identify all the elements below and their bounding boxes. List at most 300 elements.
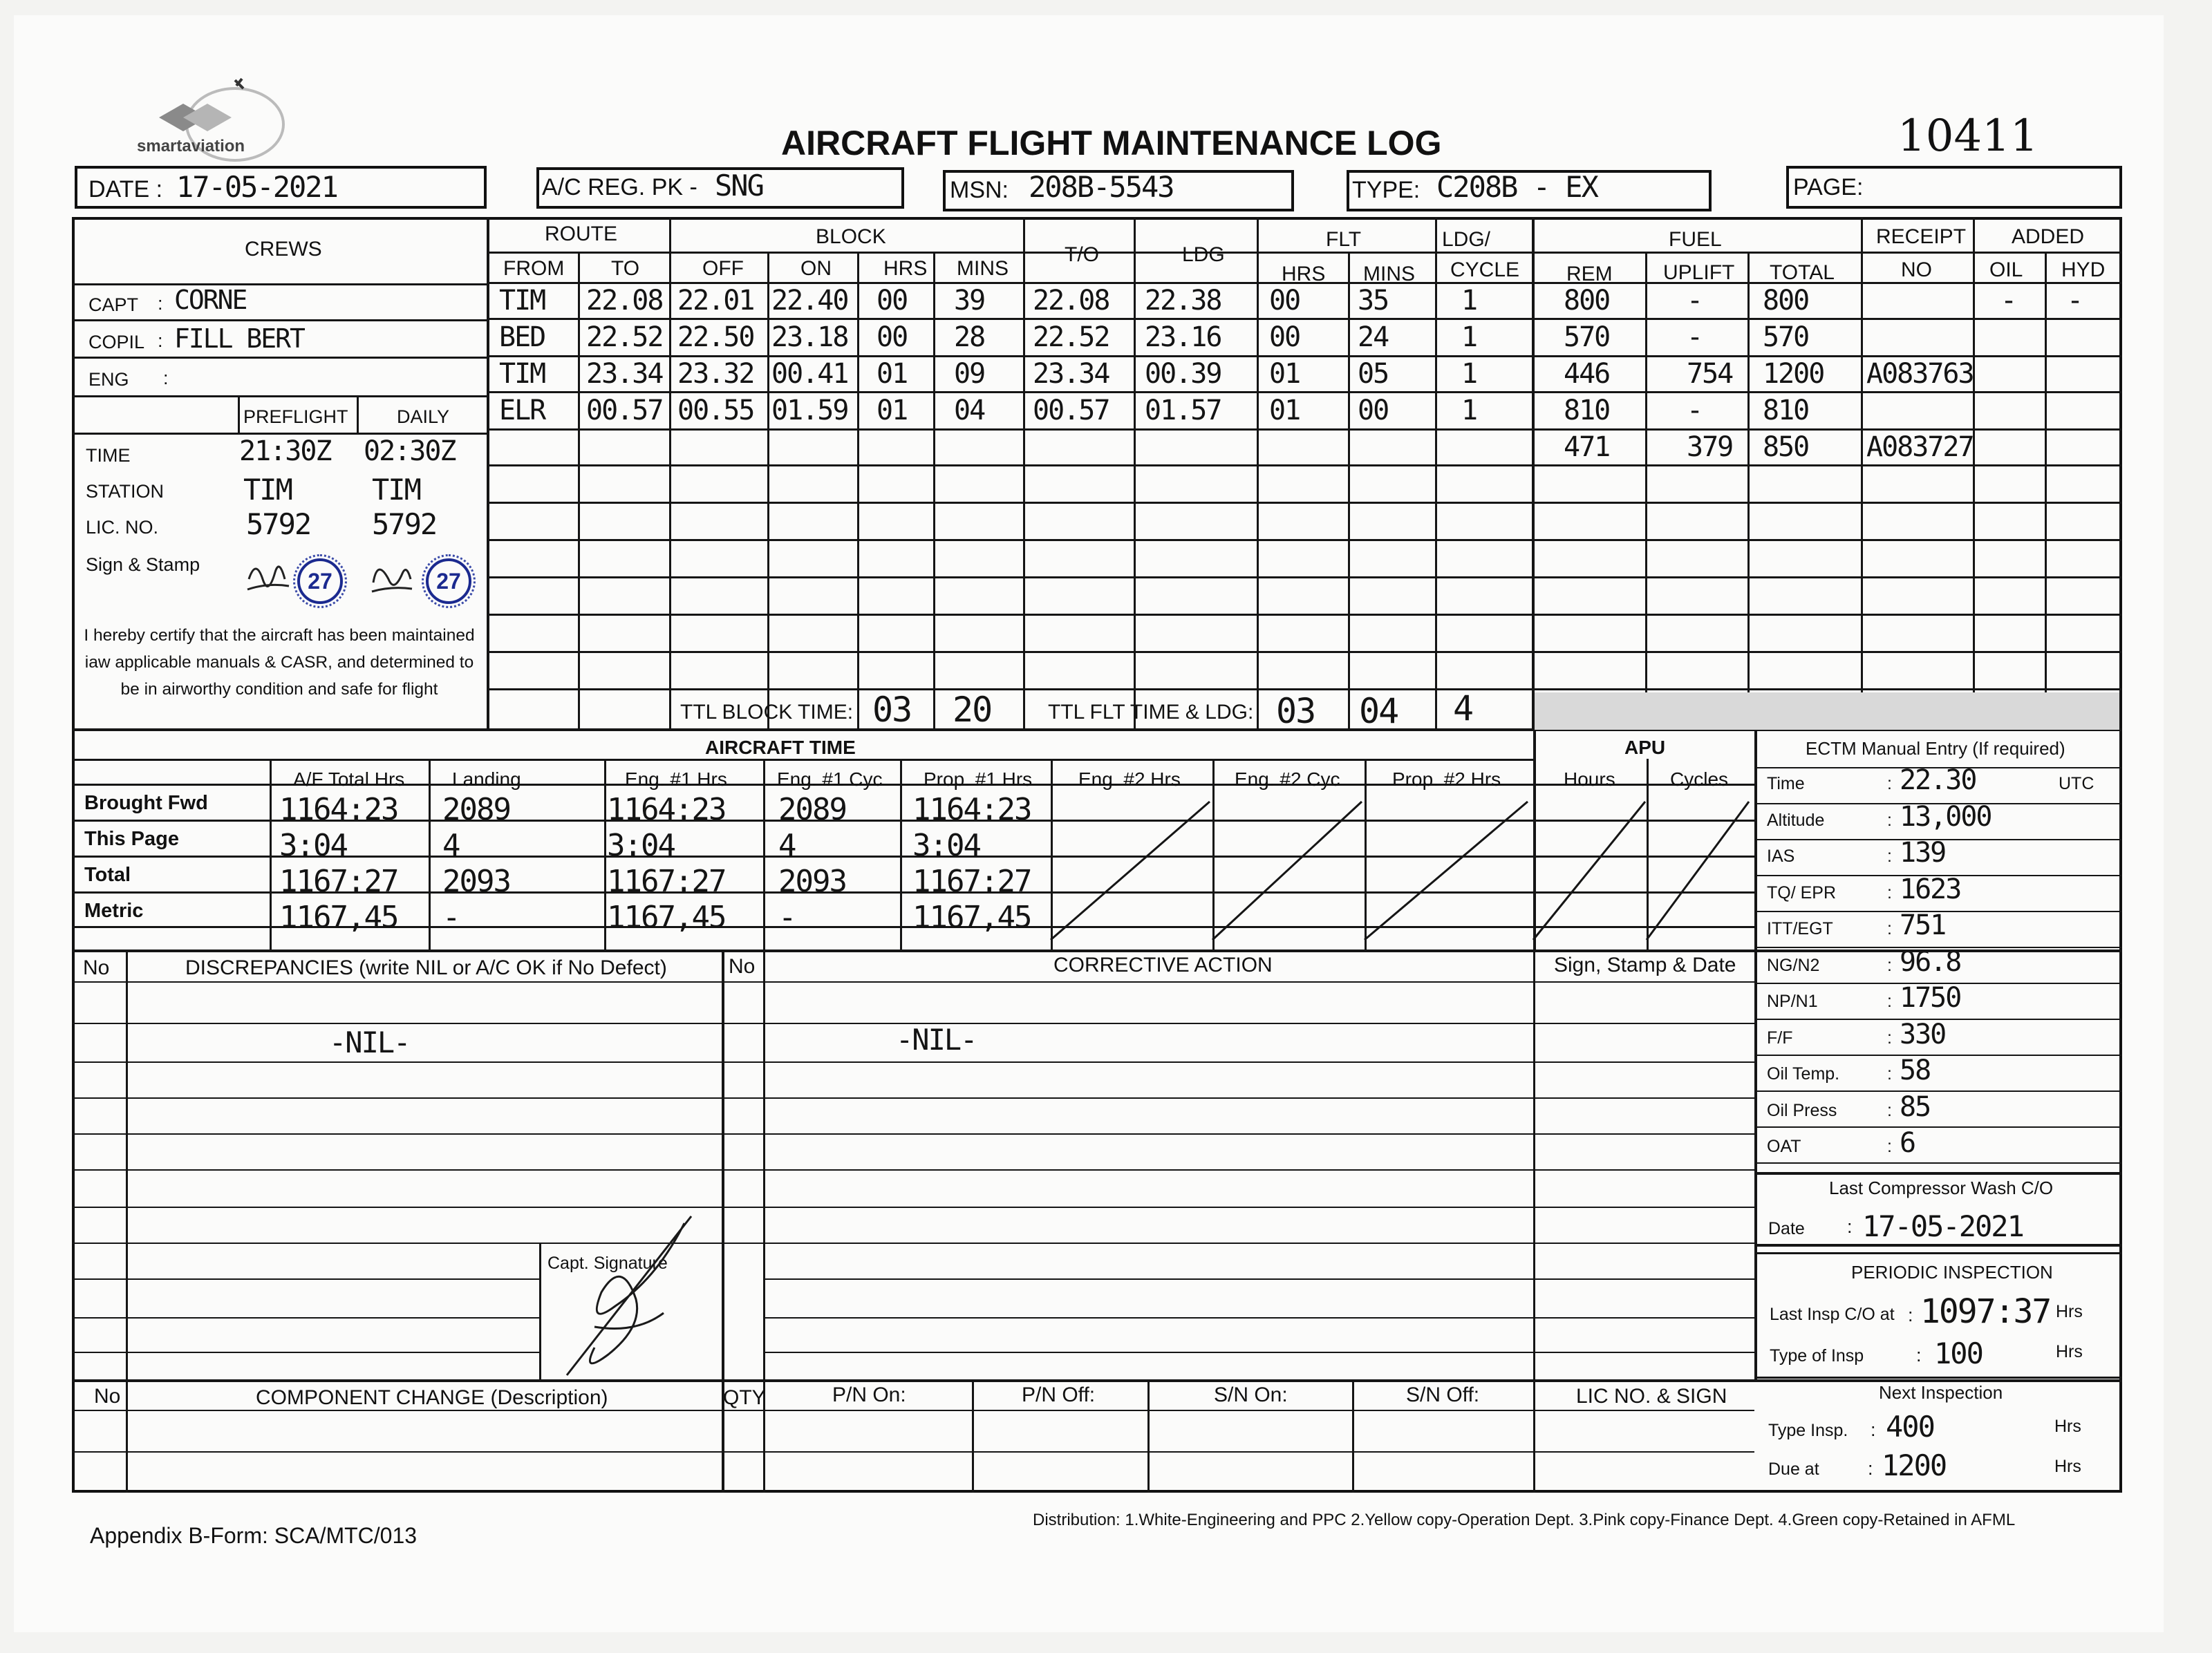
grid-line xyxy=(1533,950,1535,1379)
page-label: PAGE: xyxy=(1793,174,1864,200)
at-eng1-hrs: 1167,45 xyxy=(607,900,726,935)
grid-line xyxy=(1754,1162,2122,1164)
cell-fuel-uplift: - xyxy=(1687,321,1703,353)
cell-fuel-uplift: 754 xyxy=(1687,358,1733,390)
at-landing: 4 xyxy=(442,828,460,863)
cell-fuel-rem: 800 xyxy=(1564,285,1610,317)
grid-line xyxy=(238,395,240,433)
last-insp-value: 1097:37 xyxy=(1920,1292,2051,1331)
hyd-header: HYD xyxy=(2061,258,2106,281)
ectm-value: 22.30 xyxy=(1900,764,1976,796)
daily-header: DAILY xyxy=(397,406,450,427)
flt-hrs-header: HRS xyxy=(1282,263,1326,285)
cell-cycle: 1 xyxy=(1461,321,1477,353)
ectm-value: 6 xyxy=(1900,1127,1915,1159)
grid-line xyxy=(857,252,859,728)
grid-line xyxy=(357,395,359,433)
grid-line xyxy=(900,759,902,950)
serial-number: 10411 xyxy=(1897,111,2038,162)
comp-qty: QTY xyxy=(723,1386,766,1409)
cell-block-off: 00.55 xyxy=(677,395,754,426)
ectm-colon: : xyxy=(1887,919,1892,938)
cell-receipt: A083763 xyxy=(1866,358,1974,390)
at-col-header: Eng. #1 Cyc xyxy=(777,768,883,790)
due-value: 1200 xyxy=(1882,1448,1947,1482)
at-landing: 2093 xyxy=(442,864,510,899)
grid-line xyxy=(487,502,2122,504)
wash-date-colon: : xyxy=(1847,1216,1853,1237)
ectm-colon: : xyxy=(1887,1064,1892,1084)
ttl-block-hrs: 03 xyxy=(872,690,912,730)
ttl-ldg: 4 xyxy=(1453,688,1473,728)
cell-from: BED xyxy=(499,321,545,353)
ectm-label: Oil Press xyxy=(1767,1100,1837,1120)
cell-landing: 23.16 xyxy=(1145,321,1221,353)
ectm-label: F/F xyxy=(1767,1028,1793,1048)
at-col-header: Cycles xyxy=(1670,768,1729,790)
cell-from: TIM xyxy=(499,358,545,390)
grid-line xyxy=(763,1278,1754,1280)
reg-value: SNG xyxy=(715,169,763,202)
grid-line xyxy=(1352,1379,1354,1493)
last-insp-unit: Hrs xyxy=(2056,1302,2083,1321)
grid-line xyxy=(604,759,606,950)
at-col-header: Eng. #2 Cyc xyxy=(1235,768,1340,790)
grid-line xyxy=(72,395,487,397)
reg-label: A/C REG. PK - xyxy=(542,174,697,200)
grid-line xyxy=(72,319,487,321)
next-type-unit: Hrs xyxy=(2054,1417,2081,1436)
grid-line xyxy=(1348,252,1350,728)
grid-line xyxy=(1754,1252,2122,1254)
fuel-header: FUEL xyxy=(1669,228,1722,251)
grid-line xyxy=(578,252,580,728)
ectm-label: OAT xyxy=(1767,1137,1801,1156)
cell-hyd: - xyxy=(2067,285,2083,317)
from-header: FROM xyxy=(503,257,565,280)
wash-date-label: Date xyxy=(1768,1219,1805,1238)
cell-block-on: 23.18 xyxy=(771,321,848,353)
ttl-block-mins: 20 xyxy=(953,690,992,730)
at-af-total: 3:04 xyxy=(279,828,347,863)
cell-from: ELR xyxy=(499,395,545,426)
date-value: 17-05-2021 xyxy=(176,170,337,204)
time-preflight: 21:30Z xyxy=(239,435,331,467)
receipt-header-1: RECEIPT xyxy=(1876,225,1967,248)
grid-line xyxy=(1754,728,1757,1379)
at-landing: - xyxy=(442,900,460,935)
type-insp-label: Type of Insp xyxy=(1770,1346,1864,1366)
corr-title: CORRECTIVE ACTION xyxy=(1053,954,1273,976)
cell-fuel-total: 800 xyxy=(1763,285,1809,317)
grid-line xyxy=(487,355,2122,357)
grid-line xyxy=(2045,252,2047,692)
to-header: TO xyxy=(611,257,640,280)
ectm-colon: : xyxy=(1887,774,1892,793)
cell-fuel-rem: 446 xyxy=(1564,358,1610,390)
cell-flt-hrs: 01 xyxy=(1269,358,1300,390)
grid-line xyxy=(72,981,1754,983)
daily-stamp: 27 xyxy=(426,558,471,604)
crews-header: CREWS xyxy=(245,238,322,261)
grid-line xyxy=(72,433,487,435)
at-col-header: Eng. #2 Hrs xyxy=(1078,768,1181,790)
grid-line xyxy=(1134,217,1136,728)
grid-line xyxy=(126,950,128,1379)
last-insp-colon: : xyxy=(1908,1305,1913,1325)
comp-title: COMPONENT CHANGE (Description) xyxy=(256,1386,608,1409)
cell-to: 22.08 xyxy=(586,285,663,317)
msn-label: MSN: xyxy=(950,177,1009,203)
grid-line xyxy=(126,1379,128,1493)
grid-line xyxy=(1754,1055,2122,1056)
cell-takeoff: 22.08 xyxy=(1033,285,1109,317)
at-row-label: This Page xyxy=(84,828,179,850)
grid-line xyxy=(487,464,2122,466)
at-eng1-cyc: - xyxy=(778,900,796,935)
preflight-signature xyxy=(242,551,297,600)
next-type-label: Type Insp. xyxy=(1768,1421,1848,1440)
total-header: TOTAL xyxy=(1770,261,1835,284)
ectm-colon: : xyxy=(1887,1028,1892,1048)
ttl-flt-label: TTL FLT TIME & LDG: xyxy=(1048,701,1254,724)
capt-signature-label: Capt. Signature xyxy=(547,1254,668,1273)
grid-line xyxy=(487,539,2122,541)
cell-to: 22.52 xyxy=(586,321,663,353)
grid-line xyxy=(72,1317,539,1319)
cell-cycle: 1 xyxy=(1461,358,1477,390)
due-unit: Hrs xyxy=(2054,1457,2081,1476)
at-eng1-hrs: 1167:27 xyxy=(607,864,726,899)
at-row-label: Metric xyxy=(84,900,144,922)
grid-line xyxy=(1212,759,1215,950)
ttl-flt-hrs: 03 xyxy=(1276,691,1315,731)
at-eng1-cyc: 4 xyxy=(778,828,796,863)
grid-line xyxy=(1861,217,1863,692)
next-type-value: 400 xyxy=(1886,1410,1934,1444)
grid-line xyxy=(1435,217,1437,728)
cell-fuel-uplift: - xyxy=(1687,285,1703,317)
cell-oil: - xyxy=(2000,285,2016,317)
grid-line xyxy=(1365,759,1367,950)
lic-preflight: 5792 xyxy=(246,507,311,541)
grid-line xyxy=(72,1207,1754,1208)
ectm-value: 13,000 xyxy=(1900,800,1991,833)
ectm-label: NP/N1 xyxy=(1767,992,1818,1011)
cell-block-mins: 39 xyxy=(954,285,985,317)
cell-to: 23.34 xyxy=(586,358,663,390)
ectm-value: 96.8 xyxy=(1900,945,1961,978)
grid-line xyxy=(669,217,671,252)
ectm-title: ECTM Manual Entry (If required) xyxy=(1806,738,2065,759)
cell-fuel-total: 810 xyxy=(1763,395,1809,426)
ectm-label: Oil Temp. xyxy=(1767,1064,1840,1084)
ectm-value: 139 xyxy=(1900,837,1946,869)
grid-line xyxy=(1645,252,1647,692)
wash-title: Last Compressor Wash C/O xyxy=(1829,1178,2054,1198)
grid-line xyxy=(1647,759,1649,950)
cell-fuel-rem: 810 xyxy=(1564,395,1610,426)
cell-receipt: A083727 xyxy=(1866,431,1974,463)
grid-line xyxy=(1533,728,1536,950)
cell-takeoff: 22.52 xyxy=(1033,321,1109,353)
cell-block-mins: 04 xyxy=(954,395,985,426)
copil-label: COPIL xyxy=(88,332,145,352)
grid-line xyxy=(763,759,765,950)
at-col-header: Landing xyxy=(452,768,521,790)
grid-line xyxy=(1023,217,1025,728)
grid-line xyxy=(429,759,431,950)
rem-header: REM xyxy=(1566,263,1613,285)
ectm-colon: : xyxy=(1887,1137,1892,1156)
cell-fuel-uplift: 379 xyxy=(1687,431,1733,463)
at-col-header: Prop. #1 Hrs xyxy=(924,768,1033,790)
at-prop1-hrs: 1164:23 xyxy=(912,792,1031,827)
time-label: TIME xyxy=(86,445,131,466)
grid-line xyxy=(763,1352,1754,1353)
cell-block-mins: 28 xyxy=(954,321,985,353)
ectm-value: 1750 xyxy=(1900,982,1961,1014)
grid-line xyxy=(72,1097,1754,1099)
cell-block-on: 01.59 xyxy=(771,395,848,426)
grid-line xyxy=(487,391,2122,393)
disc-title: DISCREPANCIES (write NIL or A/C OK if No Defect) xyxy=(185,956,667,979)
at-prop1-hrs: 1167,45 xyxy=(912,900,1031,935)
grid-line xyxy=(1532,252,2122,254)
flt-header: FLT xyxy=(1326,228,1362,251)
grid-line xyxy=(487,318,2122,320)
ectm-value: 751 xyxy=(1900,909,1946,941)
comp-pn-off: P/N Off: xyxy=(1022,1383,1096,1406)
cell-fuel-total: 850 xyxy=(1763,431,1809,463)
cell-flt-hrs: 00 xyxy=(1269,285,1300,317)
corr-no-label: No xyxy=(729,955,756,978)
hrs-header: HRS xyxy=(883,257,928,280)
comp-pn-on: P/N On: xyxy=(832,1383,906,1406)
cell-landing: 01.57 xyxy=(1145,395,1221,426)
ectm-label: NG/N2 xyxy=(1767,955,1820,975)
grid-line xyxy=(72,1410,1754,1411)
at-eng1-cyc: 2089 xyxy=(778,792,846,827)
cell-cycle: 1 xyxy=(1461,395,1477,426)
ectm-unit: UTC xyxy=(2059,774,2094,793)
ectm-value: 330 xyxy=(1900,1018,1946,1050)
grid-line xyxy=(72,1352,539,1353)
at-col-header: Prop. #2 Hrs xyxy=(1392,768,1501,790)
to-time-header: T/O xyxy=(1065,243,1099,266)
aircraft-time-title: AIRCRAFT TIME xyxy=(705,737,856,758)
cell-block-off: 22.50 xyxy=(677,321,754,353)
grid-line xyxy=(763,1317,1754,1319)
cell-takeoff: 00.57 xyxy=(1033,395,1109,426)
capt-colon: : xyxy=(158,293,163,314)
cell-block-hrs: 00 xyxy=(877,321,908,353)
grid-line xyxy=(72,283,487,285)
eng-label: ENG xyxy=(88,369,129,390)
cell-block-on: 00.41 xyxy=(771,358,848,390)
due-colon: : xyxy=(1868,1458,1873,1479)
grid-line xyxy=(1754,1377,2122,1379)
due-label: Due at xyxy=(1768,1460,1819,1479)
ectm-value: 1623 xyxy=(1900,873,1961,905)
at-prop1-hrs: 1167:27 xyxy=(912,864,1031,899)
grid-line xyxy=(72,1133,1754,1135)
at-eng1-hrs: 3:04 xyxy=(607,828,675,863)
oil-header: OIL xyxy=(1989,258,2023,281)
lic-label: LIC. NO. xyxy=(86,517,159,538)
cell-flt-mins: 24 xyxy=(1358,321,1389,353)
at-row-label: Total xyxy=(84,864,131,886)
distribution-text: Distribution: 1.White-Engineering and PPC 2.Yellow copy-Operation Dept. 3.Pink copy-Finance Dept. 4.Green copy-Retained in AFML xyxy=(1033,1511,2016,1529)
grid-line xyxy=(1257,217,1259,728)
corr-entry: -NIL- xyxy=(896,1023,977,1057)
at-af-total: 1167,45 xyxy=(279,900,398,935)
ectm-label: ITT/EGT xyxy=(1767,919,1833,938)
at-landing: 2089 xyxy=(442,792,510,827)
daily-signature xyxy=(365,551,420,600)
grid-line xyxy=(1051,759,1053,950)
ectm-label: Time xyxy=(1767,774,1805,793)
at-row-label: Brought Fwd xyxy=(84,792,208,814)
cell-landing: 00.39 xyxy=(1145,358,1221,390)
cell-cycle: 1 xyxy=(1461,285,1477,317)
grid-line xyxy=(72,1061,1754,1063)
grid-line xyxy=(1754,1090,2122,1092)
cell-flt-mins: 00 xyxy=(1358,395,1389,426)
grid-line xyxy=(1754,1126,2122,1128)
copil-value: FILL BERT xyxy=(174,323,304,354)
ectm-colon: : xyxy=(1887,1100,1892,1120)
ectm-colon: : xyxy=(1887,955,1892,975)
ldg-cycle-header-2: CYCLE xyxy=(1450,258,1520,281)
grid-line xyxy=(972,1379,974,1493)
grid-line xyxy=(767,252,769,728)
apu-title: APU xyxy=(1624,737,1666,758)
cell-block-off: 23.32 xyxy=(677,358,754,390)
cell-from: TIM xyxy=(499,285,545,317)
at-af-total: 1167:27 xyxy=(279,864,398,899)
wash-date-value: 17-05-2021 xyxy=(1862,1209,2023,1243)
mins-header: MINS xyxy=(957,257,1009,280)
grid-line xyxy=(933,252,935,728)
grid-line xyxy=(72,1379,2122,1382)
next-insp-title: Next Inspection xyxy=(1879,1382,2003,1403)
block-header: BLOCK xyxy=(816,225,886,248)
ttl-flt-mins: 04 xyxy=(1359,691,1398,731)
type-insp-unit: Hrs xyxy=(2056,1342,2083,1361)
cell-to: 00.57 xyxy=(586,395,663,426)
ectm-colon: : xyxy=(1887,810,1892,830)
sign-stamp-label: Sign & Stamp xyxy=(86,554,200,575)
grid-line xyxy=(487,252,1532,254)
cell-flt-hrs: 01 xyxy=(1269,395,1300,426)
type-value: C208B - EX xyxy=(1436,170,1597,204)
grid-line xyxy=(1754,1172,2122,1175)
sign-stamp-date-title: Sign, Stamp & Date xyxy=(1554,954,1736,976)
at-af-total: 1164:23 xyxy=(279,792,398,827)
grid-line xyxy=(487,428,2122,431)
grid-line xyxy=(72,1169,1754,1171)
next-type-colon: : xyxy=(1871,1419,1876,1440)
periodic-title: PERIODIC INSPECTION xyxy=(1851,1262,2053,1283)
date-label: DATE : xyxy=(88,176,163,202)
grid-line xyxy=(1754,1244,2122,1247)
preflight-stamp: 27 xyxy=(297,558,343,604)
ectm-colon: : xyxy=(1887,847,1892,866)
appendix-text: Appendix B-Form: SCA/MTC/013 xyxy=(90,1523,418,1548)
route-header: ROUTE xyxy=(545,223,617,245)
cell-block-on: 22.40 xyxy=(771,285,848,317)
ectm-label: IAS xyxy=(1767,847,1795,866)
lic-daily: 5792 xyxy=(372,507,437,541)
comp-sn-off: S/N Off: xyxy=(1406,1383,1480,1406)
capt-label: CAPT xyxy=(88,294,139,315)
ldg-header: LDG xyxy=(1182,243,1225,266)
on-header: ON xyxy=(800,257,832,280)
cell-fuel-rem: 570 xyxy=(1564,321,1610,353)
disc-no-label: No xyxy=(83,956,110,979)
page-title: AIRCRAFT FLIGHT MAINTENANCE LOG xyxy=(781,124,1442,162)
receipt-header-2: NO xyxy=(1901,258,1932,281)
cell-fuel-total: 570 xyxy=(1763,321,1809,353)
grid-line xyxy=(72,1278,539,1280)
cell-block-off: 22.01 xyxy=(677,285,754,317)
at-eng1-cyc: 2093 xyxy=(778,864,846,899)
certification-text: I hereby certify that the aircraft has been maintained iaw applicable manuals & CASR, and determined to be in airworthy condition and safe for flight xyxy=(84,626,475,699)
shaded-bar xyxy=(1535,692,2119,730)
cell-fuel-uplift: - xyxy=(1687,395,1703,426)
cell-flt-mins: 35 xyxy=(1358,285,1389,317)
grid-line xyxy=(72,1243,1754,1244)
grid-line xyxy=(669,252,671,728)
brand-name: smartaviation xyxy=(137,137,245,155)
cell-takeoff: 23.34 xyxy=(1033,358,1109,390)
last-insp-label: Last Insp C/O at xyxy=(1770,1305,1895,1324)
station-preflight: TIM xyxy=(243,473,292,507)
off-header: OFF xyxy=(702,257,744,280)
grid-line xyxy=(270,759,272,950)
cell-block-hrs: 00 xyxy=(877,285,908,317)
station-daily: TIM xyxy=(372,473,420,507)
flt-mins-header: MINS xyxy=(1363,263,1415,285)
type-insp-colon: : xyxy=(1916,1345,1922,1366)
grid-line xyxy=(72,950,2122,952)
comp-sn-on: S/N On: xyxy=(1214,1383,1288,1406)
ttl-block-label: TTL BLOCK TIME: xyxy=(680,701,854,724)
disc-entry: -NIL- xyxy=(329,1026,410,1059)
cell-block-hrs: 01 xyxy=(877,395,908,426)
ectm-colon: : xyxy=(1887,882,1892,903)
cell-landing: 22.38 xyxy=(1145,285,1221,317)
preflight-header: PREFLIGHT xyxy=(243,406,348,427)
capt-value: CORNE xyxy=(174,285,247,315)
at-col-header: Eng. #1 Hrs xyxy=(625,768,727,790)
grid-line xyxy=(1747,252,1750,692)
ectm-value: 58 xyxy=(1900,1055,1931,1086)
ectm-colon: : xyxy=(1887,992,1892,1011)
ectm-value: 85 xyxy=(1900,1090,1931,1123)
cell-flt-hrs: 00 xyxy=(1269,321,1300,353)
ectm-label: Altitude xyxy=(1767,810,1825,830)
comp-lic: LIC NO. & SIGN xyxy=(1576,1385,1727,1408)
time-daily: 02:30Z xyxy=(364,435,456,467)
grid-line xyxy=(487,614,2122,616)
grid-line xyxy=(1533,1379,1535,1493)
ectm-label: TQ/ EPR xyxy=(1767,882,1837,903)
at-col-header: Hours xyxy=(1564,768,1615,790)
ldg-cycle-header-1: LDG/ xyxy=(1442,228,1491,251)
station-label: STATION xyxy=(86,481,164,502)
